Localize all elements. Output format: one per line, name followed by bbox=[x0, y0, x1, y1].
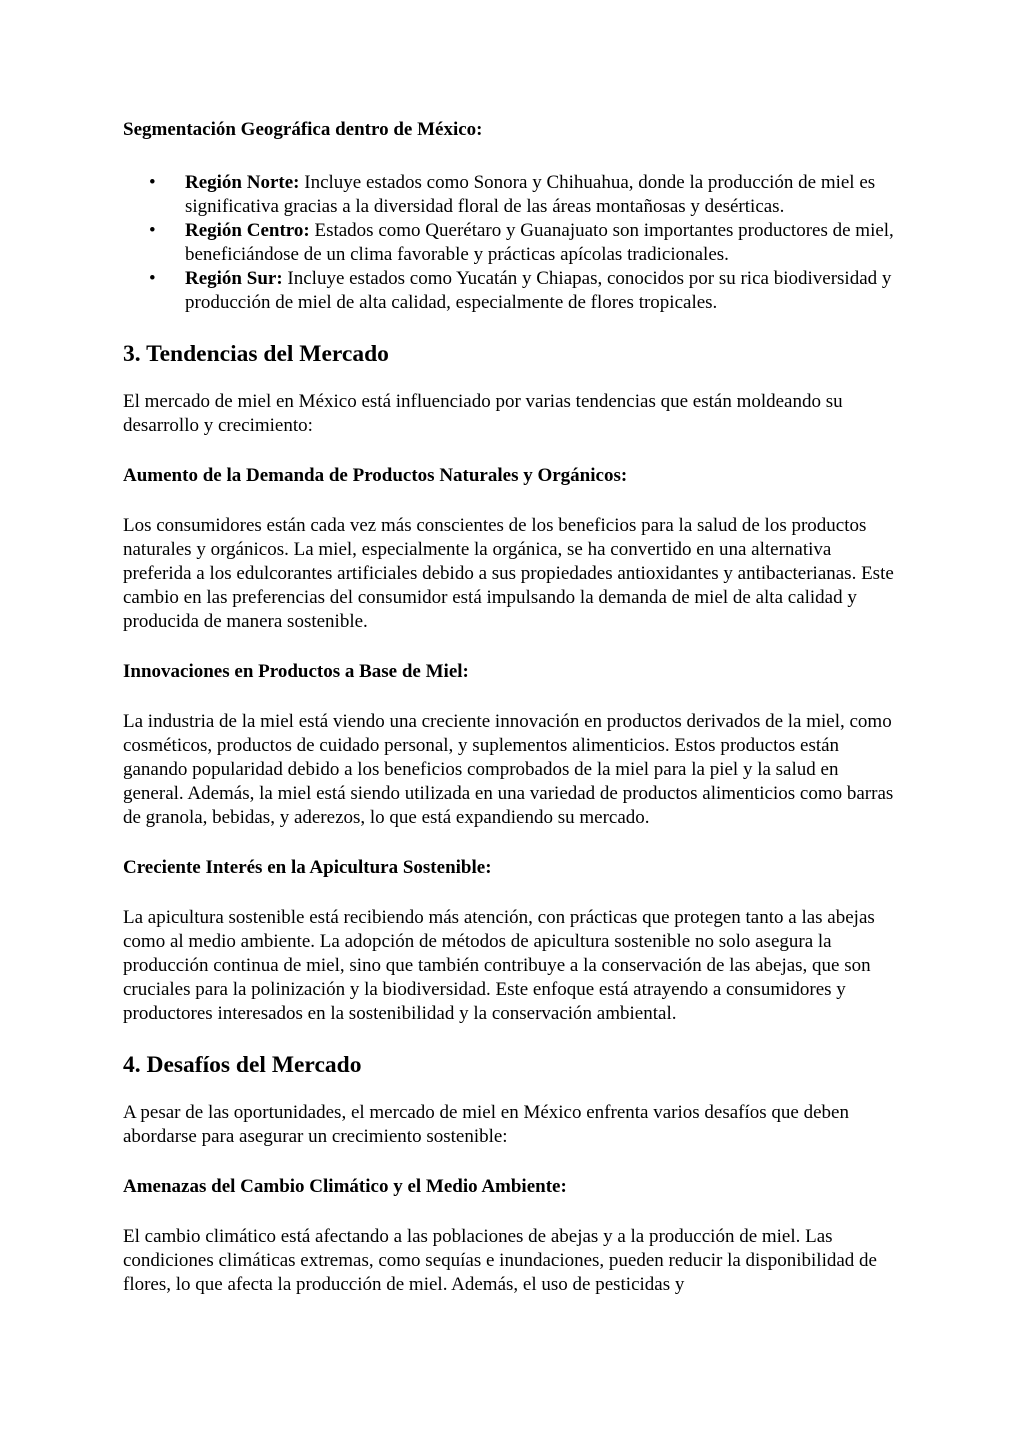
document-page bbox=[123, 118, 898, 1297]
demand-heading: Aumento de la Demanda de Productos Naturales y Orgánicos: bbox=[123, 465, 628, 486]
demand-paragraph: Los consumidores están cada vez más conscientes de los beneficios para la salud de los productos naturales y orgánicos. La miel, especialmente la orgánica, se ha convertido en una alternativa preferida a los edulcorantes artificiales debido a sus propiedades antioxidantes y antibacterianas. Este cambio en las preferencias del consumidor está impulsando la demanda de miel de alta calidad y producida de manera sostenible. bbox=[123, 515, 894, 632]
sustainable-paragraph: La apicultura sostenible está recibiendo más atención, con prácticas que protegen tanto a las abejas como al medio ambiente. La adopción de métodos de apicultura sostenible no solo asegura la producción continua de miel, sino que también contribuye a la conservación de las abejas, que son cruciales para la polinización y la biodiversidad. Este enfoque está atrayendo a consumidores y productores interesados en la sostenibilidad y la conservación ambiental. bbox=[123, 907, 875, 1024]
innovation-paragraph: La industria de la miel está viendo una creciente innovación en productos derivados de la miel, como cosméticos, productos de cuidado personal, y suplementos alimenticios. Estos productos están ganando popularidad debido a los beneficios comprobados de la miel para la piel y la salud en general. Además, la miel está siendo utilizada en una variedad de productos alimenticios como barras de granola, bebidas, y aderezos, lo que está expandiendo su mercado. bbox=[123, 711, 894, 828]
region-centro-label: Región Centro: bbox=[185, 220, 310, 241]
region-list bbox=[123, 171, 898, 315]
climate-paragraph: El cambio climático está afectando a las poblaciones de abejas y a la producción de miel. Las condiciones climáticas extremas, como sequías e inundaciones, pueden reducir la disponibilidad de flores, lo que afecta la producción de miel. Además, el uso de pesticidas y bbox=[123, 1226, 877, 1295]
climate-heading: Amenazas del Cambio Climático y el Medio Ambiente: bbox=[123, 1176, 567, 1197]
list-item-region-norte bbox=[123, 171, 898, 219]
list-item-region-sur bbox=[123, 267, 898, 315]
region-sur-label: Región Sur: bbox=[185, 268, 283, 289]
bullet-icon: • bbox=[149, 172, 156, 193]
bullet-icon: • bbox=[149, 268, 156, 289]
list-item-region-centro bbox=[123, 219, 898, 267]
section4-intro: A pesar de las oportunidades, el mercado de miel en México enfrenta varios desafíos que deben abordarse para asegurar un crecimiento sostenible: bbox=[123, 1102, 849, 1147]
region-norte-text: Incluye estados como Sonora y Chihuahua, donde la producción de miel es significativa gracias a la diversidad floral de las áreas montañosas y desérticas. bbox=[185, 172, 876, 217]
region-centro-text: Estados como Querétaro y Guanajuato son importantes productores de miel, beneficiándose de un clima favorable y prácticas apícolas tradicionales. bbox=[185, 220, 894, 265]
region-norte-label: Región Norte: bbox=[185, 172, 300, 193]
bullet-icon: • bbox=[149, 220, 156, 241]
section3-intro: El mercado de miel en México está influenciado por varias tendencias que están moldeando su desarrollo y crecimiento: bbox=[123, 391, 843, 436]
section4-title: 4. Desafíos del Mercado bbox=[123, 1052, 362, 1078]
innovation-heading: Innovaciones en Productos a Base de Miel: bbox=[123, 661, 469, 682]
sustainable-heading: Creciente Interés en la Apicultura Sostenible: bbox=[123, 857, 492, 878]
section3-title: 3. Tendencias del Mercado bbox=[123, 341, 389, 367]
geo-segmentation-heading: Segmentación Geográfica dentro de México: bbox=[123, 119, 483, 140]
region-sur-text: Incluye estados como Yucatán y Chiapas, conocidos por su rica biodiversidad y producción de miel de alta calidad, especialmente de flores tropicales. bbox=[185, 268, 892, 313]
